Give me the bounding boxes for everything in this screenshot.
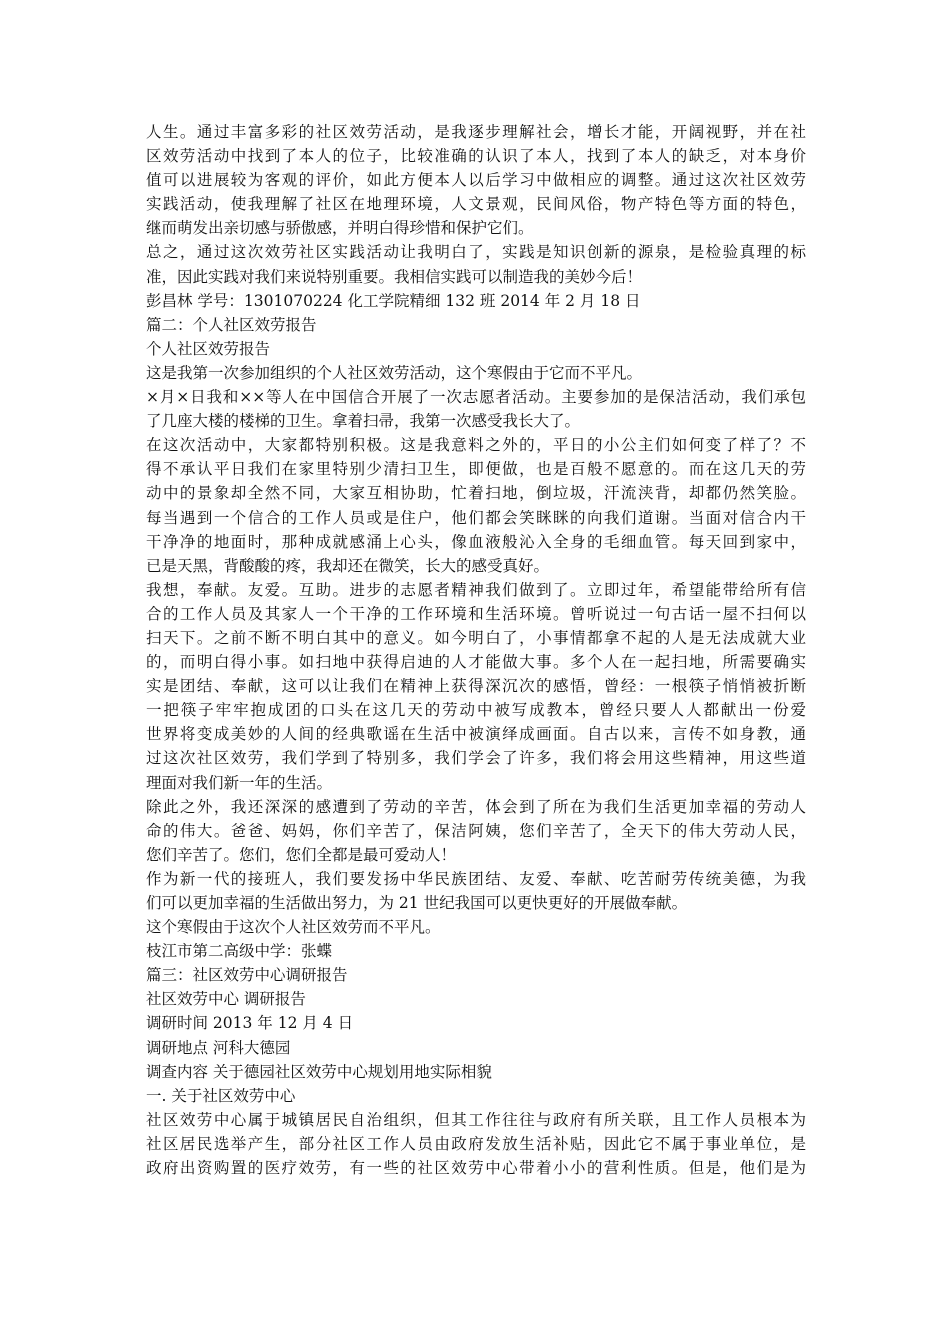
text-line: 人生。通过丰富多彩的社区效劳活动，是我逐步理解社会，增长才能，开阔视野，并在社	[146, 123, 806, 141]
text-line: 总之，通过这次效劳社区实践活动让我明白了，实践是知识创新的源泉，是检验真理的标	[146, 243, 806, 262]
text-line: 扫天下。之前不断不明白其中的意义。如今明白了，小事情都拿不起的人是无法成就大业	[146, 628, 806, 647]
text-line: 您们辛苦了。您们，您们全都是最可爱动人！	[146, 845, 457, 864]
text-line: 每当遇到一个信合的工作人员或是住户，他们都会笑眯眯的向我们道谢。当面对信合内干	[146, 508, 806, 527]
text-line: 调研时间 2013 年 12 月 4 日	[146, 1014, 354, 1033]
text-line: 动中的景象却全然不同，大家互相协助，忙着扫地，倒垃圾，汗流浃背，却都仍然笑脸。	[146, 484, 806, 503]
text-line: 个人社区效劳报告	[146, 339, 271, 358]
text-line: 过这次社区效劳，我们学到了特别多，我们学会了许多，我们将会用这些精神，用这些道	[146, 749, 806, 768]
text-line: 得不承认平日我们在家里特别少清扫卫生，即便做，也是百般不愿意的。而在这几天的劳	[146, 460, 806, 479]
text-line: 社区效劳中心属于城镇居民自治组织，但其工作往往与政府有所关联，且工作人员根本为	[146, 1110, 806, 1129]
text-line: 在这次活动中，大家都特别积极。这是我意料之外的，平日的小公主们如何变了样了？不	[146, 436, 806, 455]
text-line: 一. 关于社区效劳中心	[146, 1086, 296, 1105]
text-line: 这是我第一次参加组织的个人社区效劳活动，这个寒假由于它而不平凡。	[146, 363, 643, 382]
text-line: ×月×日我和××等人在中国信合开展了一次志愿者活动。主要参加的是保洁活动，我们承包	[146, 388, 806, 407]
text-line: 的，而明白得小事。如扫地中获得启迪的人才能做大事。多个人在一起扫地，所需要确实	[146, 653, 806, 672]
text-line: 干净净的地面时，那种成就感涌上心头，像血液般沁入全身的毛细血管。每天回到家中，	[146, 532, 806, 551]
text-line: 实践活动，使我理解了社区在地理环境，人文景观，民间风俗，物产特色等方面的特色，	[146, 195, 806, 214]
text-line: 调查内容 关于德园社区效劳中心规划用地实际相貌	[146, 1062, 492, 1081]
text-line: 我想，奉献。友爱。互助。进步的志愿者精神我们做到了。立即过年，希望能带给所有信	[146, 580, 806, 599]
text-line: 了几座大楼的楼梯的卫生。拿着扫帚，我第一次感受我长大了。	[146, 412, 581, 431]
text-line: 篇三：社区效劳中心调研报告	[146, 966, 348, 985]
text-line: 已是天黑，背酸酸的疼，我却还在微笑，长大的感受真好。	[146, 556, 550, 575]
text-line: 作为新一代的接班人，我们要发扬中华民族团结、友爱、奉献、吃苦耐劳传统美德，为我	[146, 869, 806, 888]
text-line: 一把筷子牢牢抱成团的口头在这几天的劳动中被写成教本，曾经只要人人都献出一份爱	[146, 701, 806, 720]
text-line: 彭昌林 学号：1301070224 化工学院精细 132 班 2014 年 2 月 18 日	[146, 291, 641, 310]
text-line: 准，因此实践对我们来说特别重要。我相信实践可以制造我的美妙今后！	[146, 267, 643, 286]
text-line: 理面对我们新一年的生活。	[146, 773, 333, 792]
text-line: 调研地点 河科大德园	[146, 1038, 291, 1057]
text-line: 政府出资购置的医疗效劳，有一些的社区效劳中心带着小小的营利性质。但是，他们是为	[146, 1159, 806, 1178]
document-body	[146, 120, 806, 1180]
text-line: 合的工作人员及其家人一个干净的工作环境和生活环境。曾听说过一句古话一屋不扫何以	[146, 604, 806, 623]
text-line: 枝江市第二高级中学：张蝶	[146, 942, 333, 961]
text-line: 社区居民选举产生，部分社区工作人员由政府发放生活补贴，因此它不属于事业单位，是	[146, 1134, 806, 1153]
text-line: 区效劳活动中找到了本人的位子，比较准确的认识了本人，找到了本人的缺乏，对本身价	[146, 147, 806, 166]
text-line: 继而萌发出亲切感与骄傲感，并明白得珍惜和保护它们。	[146, 219, 534, 238]
text-line: 们可以更加幸福的生活做出努力，为 21 世纪我国可以更快更好的开展做奉献。	[146, 894, 688, 912]
text-line: 篇二：个人社区效劳报告	[146, 315, 317, 334]
text-line: 除此之外，我还深深的感遭到了劳动的辛苦，体会到了所在为我们生活更加幸福的劳动人	[146, 797, 806, 816]
text-line: 实是团结、奉献，这可以让我们在精神上获得深沉次的感悟，曾经：一根筷子悄悄被折断	[146, 677, 806, 696]
text-line: 值可以进展较为客观的评价，如此方便本人以后学习中做相应的调整。通过这次社区效劳	[146, 171, 806, 190]
text-line: 世界将变成美妙的人间的经典歌谣在生活中被演绎成画面。自古以来，言传不如身教，通	[146, 725, 806, 744]
text-line: 社区效劳中心 调研报告	[146, 990, 306, 1009]
text-line: 这个寒假由于这次个人社区效劳而不平凡。	[146, 918, 441, 937]
text-line: 命的伟大。爸爸、妈妈，你们辛苦了，保洁阿姨，您们辛苦了，全天下的伟大劳动人民，	[146, 821, 806, 840]
